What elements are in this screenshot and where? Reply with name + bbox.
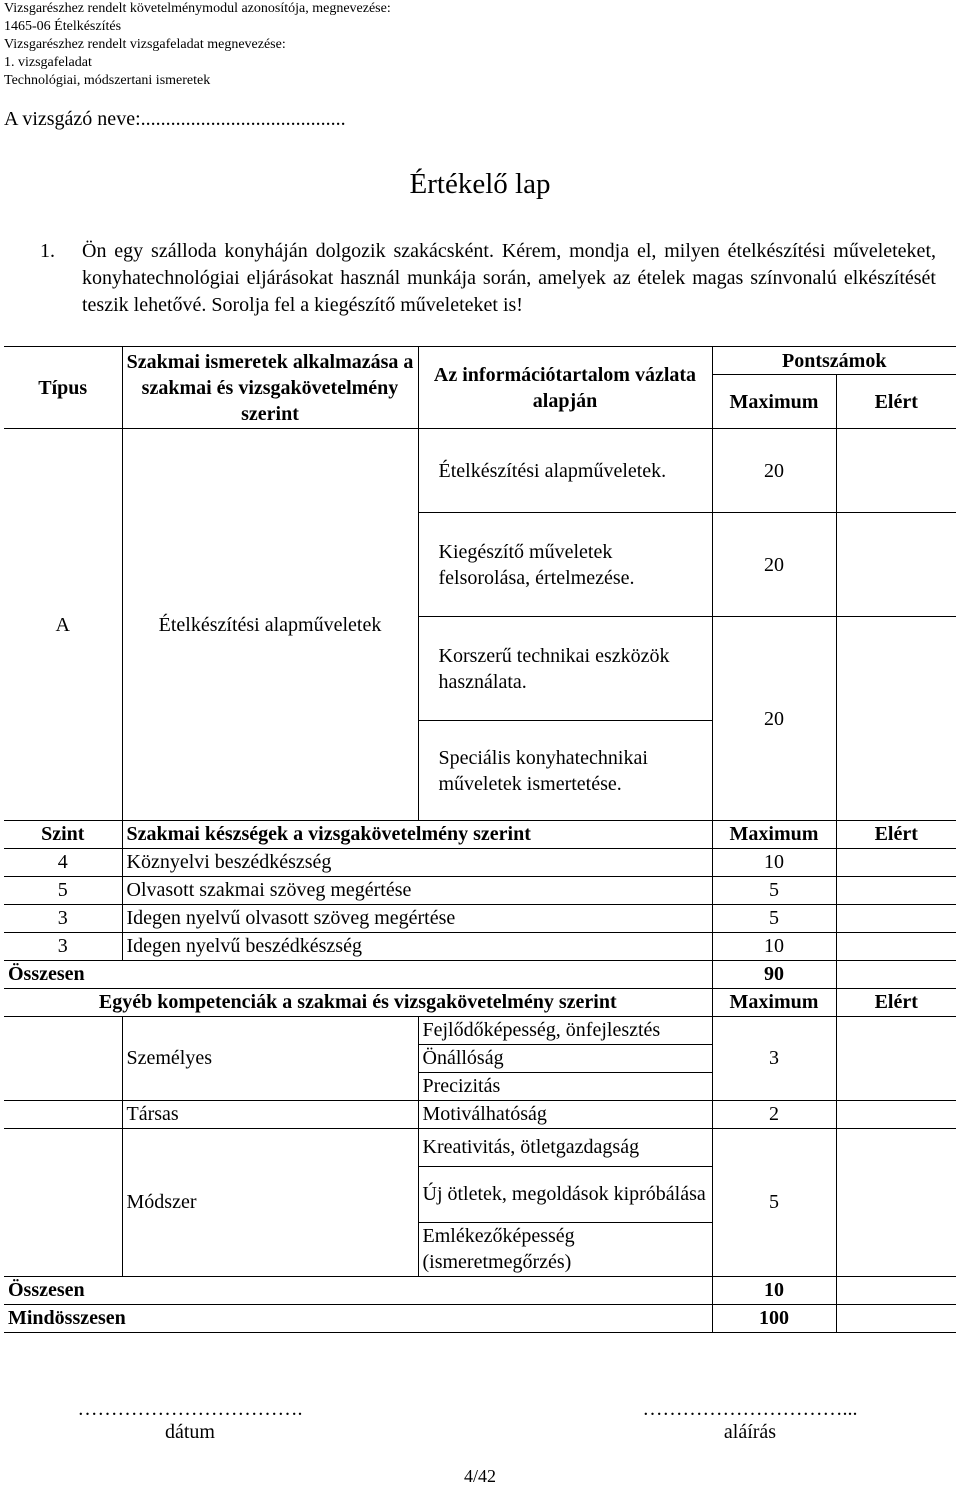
page-number: 4/42 [463, 1466, 496, 1486]
skill-max: 10 [712, 932, 836, 960]
document-header [4, 0, 391, 90]
header-line-2: 1465-06 Ételkészítés [4, 19, 122, 34]
type-value: A [4, 429, 122, 821]
social-achieved [836, 1100, 956, 1128]
competency-item: Kreativitás, ötletgazdagság [418, 1128, 712, 1166]
achieved-row-3-4 [836, 617, 956, 821]
skills-header-achieved: Elért [836, 820, 956, 848]
skill-achieved [836, 904, 956, 932]
other-header-max: Maximum [712, 988, 836, 1016]
header-max: Maximum [712, 375, 836, 429]
skill-achieved [836, 932, 956, 960]
header-line-5: Technológiai, módszertani ismeretek [4, 73, 211, 88]
grand-total-label: Mindösszesen [4, 1304, 712, 1332]
header-line-1: Vizsgarészhez rendelt követelménymodul azonosítója, megnevezése: [4, 1, 391, 16]
signature-block [600, 1398, 900, 1444]
skill-achieved [836, 876, 956, 904]
method-max: 5 [712, 1128, 836, 1276]
content-row-1: Ételkészítési alapműveletek. [418, 429, 712, 513]
social-max: 2 [712, 1100, 836, 1128]
evaluation-table-competencies [4, 820, 956, 1333]
header-knowledge: Szakmai ismeretek alkalmazása a szakmai és vizsgakövetelmény szerint [122, 347, 418, 429]
subtotal-skills-value: 90 [712, 960, 836, 988]
other-header-achieved: Elért [836, 988, 956, 1016]
content-row-4: Speciális konyhatechnikai műveletek ismertetése. [418, 721, 712, 821]
candidate-name-line: A vizsgázó neve:......................................... [4, 108, 346, 130]
knowledge-value: Ételkészítési alapműveletek [122, 429, 418, 821]
personal-achieved [836, 1016, 956, 1100]
skill-level: 3 [4, 932, 122, 960]
category-empty [4, 1016, 122, 1100]
skill-max: 5 [712, 876, 836, 904]
skill-max: 10 [712, 848, 836, 876]
content-row-2: Kiegészítő műveletek felsorolása, értelmezése. [418, 513, 712, 617]
skill-achieved [836, 848, 956, 876]
max-row-1: 20 [712, 429, 836, 513]
grand-total-achieved [836, 1304, 956, 1332]
question-text: Ön egy szálloda konyháján dolgozik szakácsként. Kérem, mondja el, milyen ételkészítési műveleteket, konyhatechnológiai eljárásokat használ munkája során, amelyek az ételek magas színvonalú elkészítését teszik lehetővé. Sorolja fel a kiegészítő műveleteket is! [82, 240, 936, 316]
category-empty [4, 1128, 122, 1276]
header-type: Típus [4, 347, 122, 429]
skills-header-max: Maximum [712, 820, 836, 848]
subtotal-skills-achieved [836, 960, 956, 988]
header-outline: Az információtartalom vázlata alapján [418, 347, 712, 429]
category-personal: Személyes [122, 1016, 418, 1100]
subtotal-other-label: Összesen [4, 1276, 712, 1304]
page-title: Értékelő lap [409, 168, 551, 200]
skill-level: 3 [4, 904, 122, 932]
question-number: 1. [40, 240, 55, 262]
category-social: Társas [122, 1100, 418, 1128]
subtotal-other-value: 10 [712, 1276, 836, 1304]
header-achieved: Elért [836, 375, 956, 429]
achieved-row-1 [836, 429, 956, 513]
skill-name: Idegen nyelvű beszédkészség [122, 932, 712, 960]
max-row-2: 20 [712, 513, 836, 617]
competency-item: Motiválhatóság [418, 1100, 712, 1128]
max-row-3-4: 20 [712, 617, 836, 821]
skills-header-level: Szint [4, 820, 122, 848]
competency-item: Új ötletek, megoldások kipróbálása [418, 1166, 712, 1222]
competency-item: Precizitás [418, 1072, 712, 1100]
skill-name: Köznyelvi beszédkészség [122, 848, 712, 876]
achieved-row-2 [836, 513, 956, 617]
date-dots: ……………………………. [77, 1398, 303, 1420]
evaluation-table-knowledge [4, 346, 956, 821]
method-achieved [836, 1128, 956, 1276]
skill-level: 5 [4, 876, 122, 904]
subtotal-other-achieved [836, 1276, 956, 1304]
skills-header-title: Szakmai készségek a vizsgakövetelmény szerint [122, 820, 712, 848]
header-line-3: Vizsgarészhez rendelt vizsgafeladat megnevezése: [4, 37, 286, 52]
personal-max: 3 [712, 1016, 836, 1100]
category-empty [4, 1100, 122, 1128]
date-signature-block [50, 1398, 330, 1444]
question [40, 238, 936, 319]
category-method: Módszer [122, 1128, 418, 1276]
skill-name: Idegen nyelvű olvasott szöveg megértése [122, 904, 712, 932]
header-line-4: 1. vizsgafeladat [4, 55, 92, 70]
subtotal-skills-label: Összesen [4, 960, 712, 988]
header-points: Pontszámok [712, 347, 956, 375]
competency-item: Fejlődőképesség, önfejlesztés [418, 1016, 712, 1044]
signature-dots: …………………………... [642, 1398, 858, 1420]
skill-level: 4 [4, 848, 122, 876]
skill-max: 5 [712, 904, 836, 932]
content-row-3: Korszerű technikai eszközök használata. [418, 617, 712, 721]
competency-item: Emlékezőképesség (ismeretmegőrzés) [418, 1222, 712, 1276]
date-label: dátum [165, 1421, 215, 1443]
other-header-title: Egyéb kompetenciák a szakmai és vizsgakövetelmény szerint [4, 988, 712, 1016]
signature-label: aláírás [723, 1421, 777, 1443]
skill-name: Olvasott szakmai szöveg megértése [122, 876, 712, 904]
grand-total-value: 100 [712, 1304, 836, 1332]
competency-item: Önállóság [418, 1044, 712, 1072]
